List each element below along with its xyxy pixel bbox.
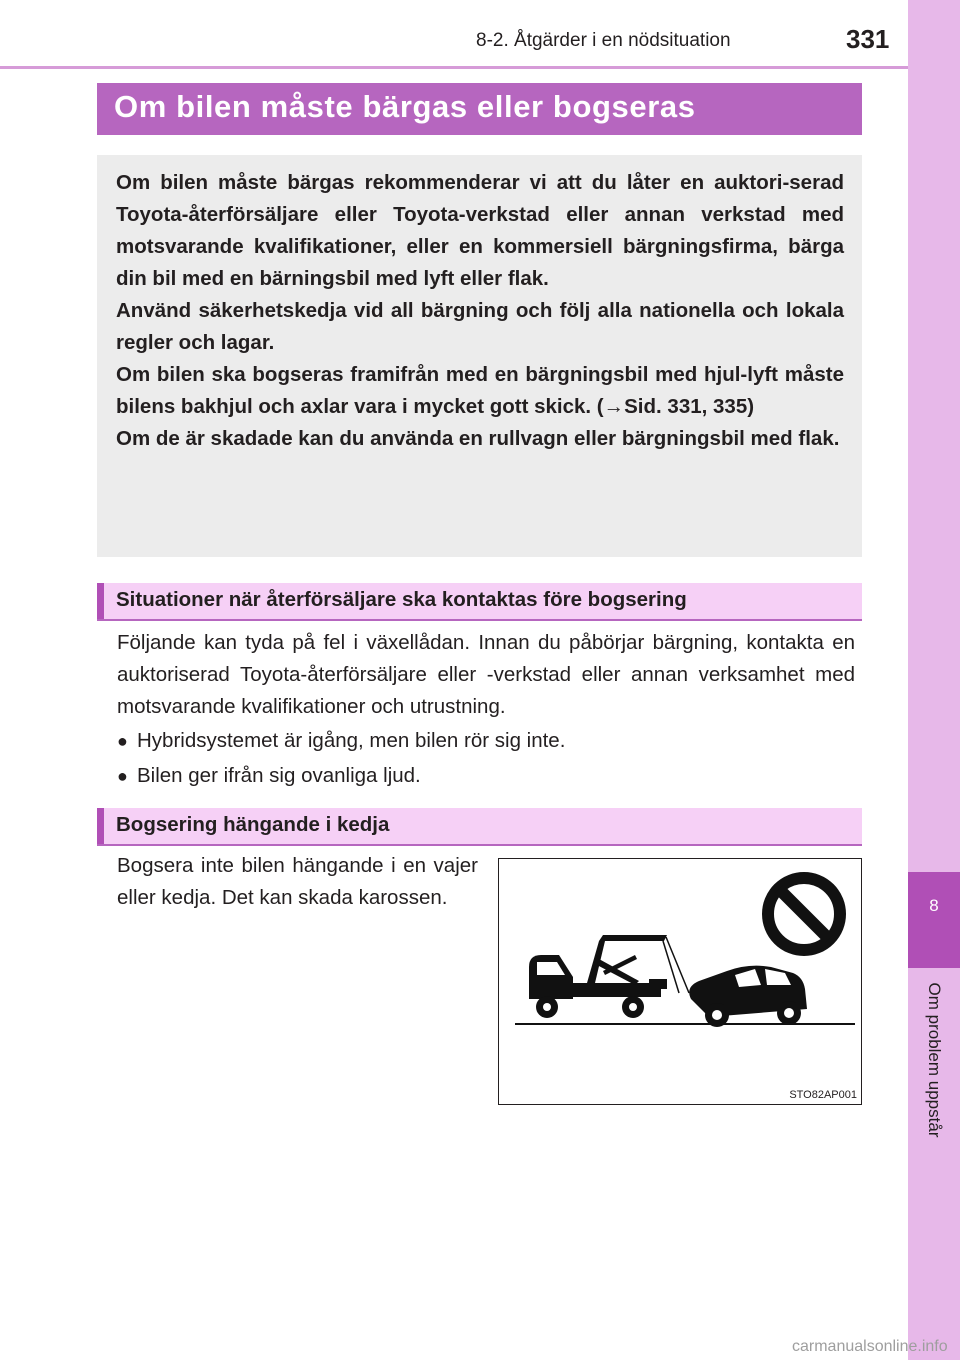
section-body: Bogsera inte bilen hängande i en vajer eller kedja. Det kan skada karossen. (117, 854, 478, 909)
side-tab-band (908, 0, 960, 1360)
intro-line: Om bilen ska bogseras framifrån med en bärgningsbil med hjul-lyft måste bilens bakhjul och axlar vara i mycket gott skick. (→Sid. 331, 335) (116, 363, 844, 418)
section-body: Följande kan tyda på fel i växellådan. Innan du påbörjar bärgning, kontakta en auktoriserad Toyota-återförsäljare eller -verkstad eller annan verksamhet med motsvarande kvalifikationer och utrustning. (117, 631, 855, 718)
section-heading: Situationer när återförsäljare ska kontaktas före bogsering (116, 588, 687, 611)
header-section-title: 8-2. Åtgärder i en nödsituation (476, 30, 731, 51)
tow-truck-chain-prohibited-figure (499, 859, 861, 1104)
title-bar (97, 83, 862, 135)
intro-line: Om bilen måste bärgas rekommenderar vi att du låter en auktori-serad Toyota-återförsäljare eller Toyota-verkstad eller annan verkstad med motsvarande kvalifikationer, eller en kommersiell bärgningsfirma, bärga din bil med en bärningsbil med lyft eller flak. (116, 171, 844, 290)
tow-truck-icon (529, 935, 667, 1018)
section-heading-bar (97, 583, 862, 621)
chapter-tab (908, 872, 960, 968)
bullet-icon: ● (117, 731, 128, 751)
figure-code: STO82AP001 (789, 1089, 857, 1101)
intro-line: Om de är skadade kan du använda en rullvagn eller bärgningsbil med flak. (116, 427, 840, 450)
page-title: Om bilen måste bärgas eller bogseras (114, 89, 696, 124)
list-item-text: Hybridsystemet är igång, men bilen rör sig inte. (137, 729, 566, 752)
intro-text (116, 167, 844, 455)
prohibited-icon (768, 878, 840, 950)
page-number: 331 (846, 24, 890, 54)
intro-box (97, 155, 862, 557)
header-rule (0, 66, 908, 69)
section-heading-bar (97, 808, 862, 846)
list-item (117, 725, 565, 757)
chapter-label: Om problem uppstår (925, 982, 944, 1138)
watermark: carmanualsonline.info (792, 1338, 948, 1355)
chapter-number: 8 (929, 896, 939, 915)
section-heading: Bogsering hängande i kedja (116, 813, 390, 836)
tow-truck-illustration (498, 858, 862, 1105)
list-item (117, 760, 421, 792)
intro-line: Använd säkerhetskedja vid all bärgning och följ alla nationella och lokala regler och lagar. (116, 299, 844, 354)
tow-chain (666, 937, 689, 993)
list-item-text: Bilen ger ifrån sig ovanliga ljud. (137, 764, 421, 787)
bullet-icon: ● (117, 766, 128, 786)
